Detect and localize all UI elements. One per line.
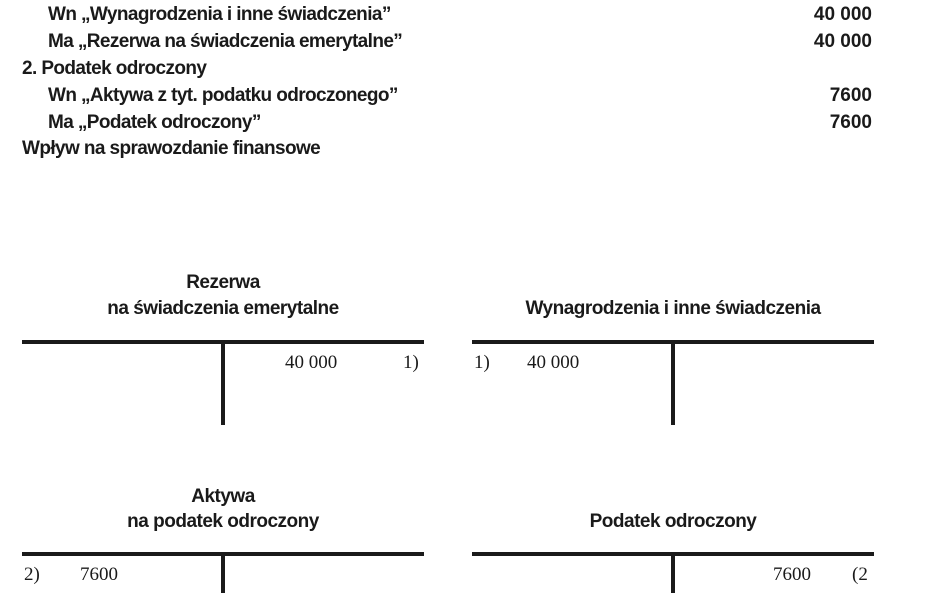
t-account-title: Rezerwa	[186, 272, 260, 293]
t-account-debit-ref: 1)	[474, 352, 490, 373]
t-account-credit-ref: 1)	[403, 352, 419, 373]
t-account-title: Podatek odroczony	[589, 511, 757, 532]
entry-credit-provision: Ma „Rezerwa na świadczenia emerytalne”	[48, 31, 403, 52]
entry-credit-provision-amount: 40 000	[813, 31, 872, 52]
t-account-title: na podatek odroczony	[127, 511, 319, 532]
t-account-vertical-line	[671, 552, 675, 593]
t-account-title: Wynagrodzenia i inne świadczenia	[525, 298, 821, 319]
t-account-debit-amount: 40 000	[527, 352, 580, 373]
entry-credit-deferred-tax-amount: 7600	[829, 112, 872, 133]
t-account-credit-amount: 7600	[773, 564, 811, 585]
t-account-credit-amount: 40 000	[285, 352, 338, 373]
t-account-vertical-line	[221, 552, 225, 593]
t-account-title: na świadczenia emerytalne	[107, 298, 339, 319]
entry-debit-wages: Wn „Wynagrodzenia i inne świadczenia”	[48, 4, 391, 25]
t-account-debit-amount: 7600	[80, 564, 118, 585]
t-account-title: Aktywa	[191, 486, 255, 507]
entry-debit-deferred-asset: Wn „Aktywa z tyt. podatku odroczonego”	[48, 85, 398, 106]
entry-credit-deferred-tax: Ma „Podatek odroczony”	[48, 112, 261, 133]
section-heading-deferred-tax: 2. Podatek odroczony	[22, 58, 207, 79]
t-account-vertical-line	[221, 340, 225, 425]
section-heading-impact: Wpływ na sprawozdanie finansowe	[22, 138, 321, 159]
t-account-vertical-line	[671, 340, 675, 425]
entry-debit-deferred-asset-amount: 7600	[829, 85, 872, 106]
t-account-credit-ref: (2	[852, 564, 868, 585]
entry-debit-wages-amount: 40 000	[813, 4, 872, 25]
t-account-debit-ref: 2)	[24, 564, 40, 585]
